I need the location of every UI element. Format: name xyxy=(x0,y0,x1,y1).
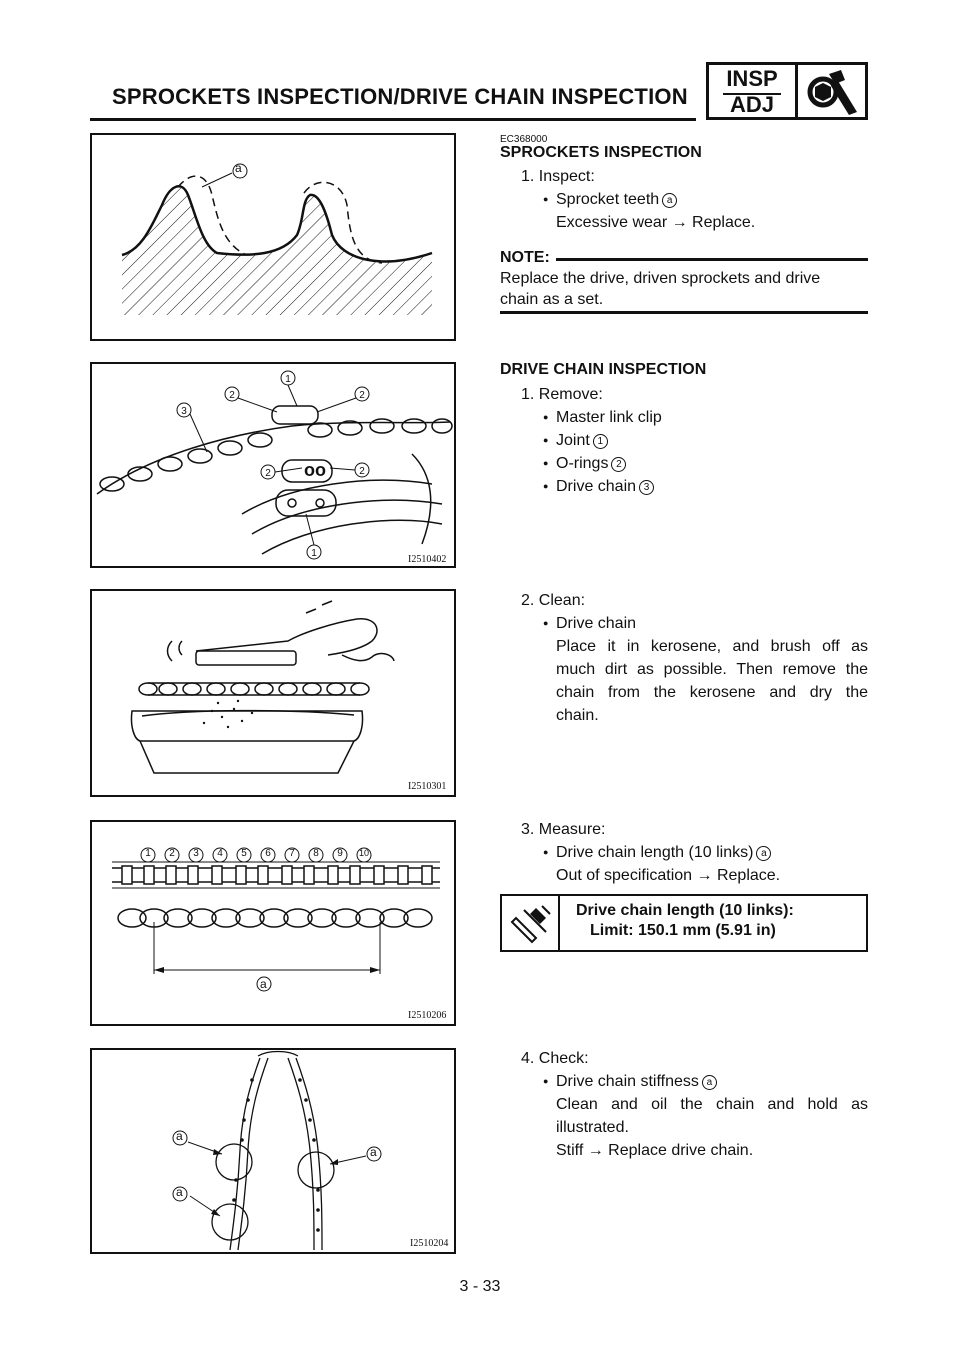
badge-split xyxy=(795,65,798,117)
check-step: 4. Check: xyxy=(521,1050,589,1067)
fig3-label-a: a xyxy=(260,977,267,991)
sprocket-action: Excessive wear → Replace. xyxy=(556,214,756,231)
link-number: 3 xyxy=(193,848,199,859)
badge-top-text: INSP xyxy=(726,66,778,91)
clean-item: ● Drive chain xyxy=(556,612,636,635)
fig3-code: I2510206 xyxy=(408,1010,447,1021)
fig4-code: I2510204 xyxy=(410,1238,449,1249)
note-text-1: Replace the drive, driven sprockets and drive xyxy=(500,270,821,287)
link-number: 8 xyxy=(313,848,319,859)
sprocket-teeth-item: ● Sprocket teeth a xyxy=(556,188,677,211)
figure-chain-stiffness xyxy=(90,1048,456,1254)
svg-text:1: 1 xyxy=(285,374,291,385)
link-number: 4 xyxy=(217,848,223,859)
link-number: 9 xyxy=(337,848,343,859)
header-rule xyxy=(90,118,696,121)
caliper-icon xyxy=(506,902,554,948)
link-number: 5 xyxy=(241,848,247,859)
figure-chain-measure xyxy=(90,820,456,1026)
note-top-rule xyxy=(556,258,868,261)
remove-step: 1. Remove: xyxy=(521,386,603,403)
fig2-code: I2510301 xyxy=(408,781,447,792)
section-badge xyxy=(706,62,868,120)
figure-chain-cleaning xyxy=(90,589,456,797)
svg-text:2: 2 xyxy=(359,466,365,477)
svg-text:2: 2 xyxy=(229,390,235,401)
sprockets-step1: 1. Inspect: xyxy=(521,168,595,185)
page-number: 3 - 33 xyxy=(459,1278,501,1295)
link-number: 6 xyxy=(265,848,271,859)
link-number: 2 xyxy=(169,848,175,859)
badge-bottom-text: ADJ xyxy=(729,92,774,117)
clean-text-1: Place it in kerosene, and brush off as xyxy=(556,638,868,655)
spec-divider xyxy=(558,896,560,950)
fig4-label-a: a xyxy=(370,1145,377,1159)
link-number-row xyxy=(144,848,374,862)
svg-text:2: 2 xyxy=(359,390,365,401)
figure-chain-removal xyxy=(90,362,456,568)
fig-label-a: a xyxy=(235,161,242,175)
measure-action: Out of specification → Replace. xyxy=(556,867,781,884)
link-number: 7 xyxy=(289,848,295,859)
drive-chain-heading: DRIVE CHAIN INSPECTION xyxy=(500,361,707,378)
check-text-1: Clean and oil the chain and hold as xyxy=(556,1096,868,1113)
clean-text-2: much dirt as possible. Then remove the xyxy=(556,661,868,678)
note-bottom-rule xyxy=(500,311,868,314)
svg-text:oo: oo xyxy=(304,460,326,480)
measure-step: 3. Measure: xyxy=(521,821,606,838)
check-action: Stiff → Replace drive chain. xyxy=(556,1142,754,1159)
clean-step: 2. Clean: xyxy=(521,592,586,609)
note-label: NOTE: xyxy=(500,249,550,266)
link-number: 1 xyxy=(145,848,151,859)
fig4-label-a: a xyxy=(176,1185,183,1199)
svg-text:2: 2 xyxy=(265,468,271,479)
measure-item: ● Drive chain length (10 links) a xyxy=(556,841,771,864)
check-item: ● Drive chain stiffness a xyxy=(556,1070,717,1093)
remove-item-master-link-clip: ● Master link clip xyxy=(556,406,662,429)
spec-box xyxy=(500,894,868,952)
page-header-title: SPROCKETS INSPECTION/DRIVE CHAIN INSPECTION xyxy=(112,84,688,109)
sprockets-heading: SPROCKETS INSPECTION xyxy=(500,144,702,161)
check-text-2: illustrated. xyxy=(556,1119,629,1136)
note-text-2: chain as a set. xyxy=(500,291,604,308)
remove-item-o-rings: ● O-rings 2 xyxy=(556,452,626,475)
svg-text:1: 1 xyxy=(311,548,317,559)
fig4-label-a: a xyxy=(176,1129,183,1143)
figure-sprocket-teeth xyxy=(90,133,456,341)
svg-text:3: 3 xyxy=(181,406,187,417)
clean-text-3: chain from the kerosene and dry the xyxy=(556,684,868,701)
spec-line-1: Drive chain length (10 links): xyxy=(576,902,794,919)
spec-line-2: Limit: 150.1 mm (5.91 in) xyxy=(590,922,776,939)
section-code: EC368000 xyxy=(500,134,548,145)
fig1-code: I2510402 xyxy=(408,554,447,565)
wrench-icon xyxy=(801,68,865,118)
link-number: 10 xyxy=(358,848,369,858)
clean-text-4: chain. xyxy=(556,707,599,724)
remove-item-joint: ● Joint 1 xyxy=(556,429,608,452)
remove-item-drive-chain: ● Drive chain 3 xyxy=(556,475,654,498)
